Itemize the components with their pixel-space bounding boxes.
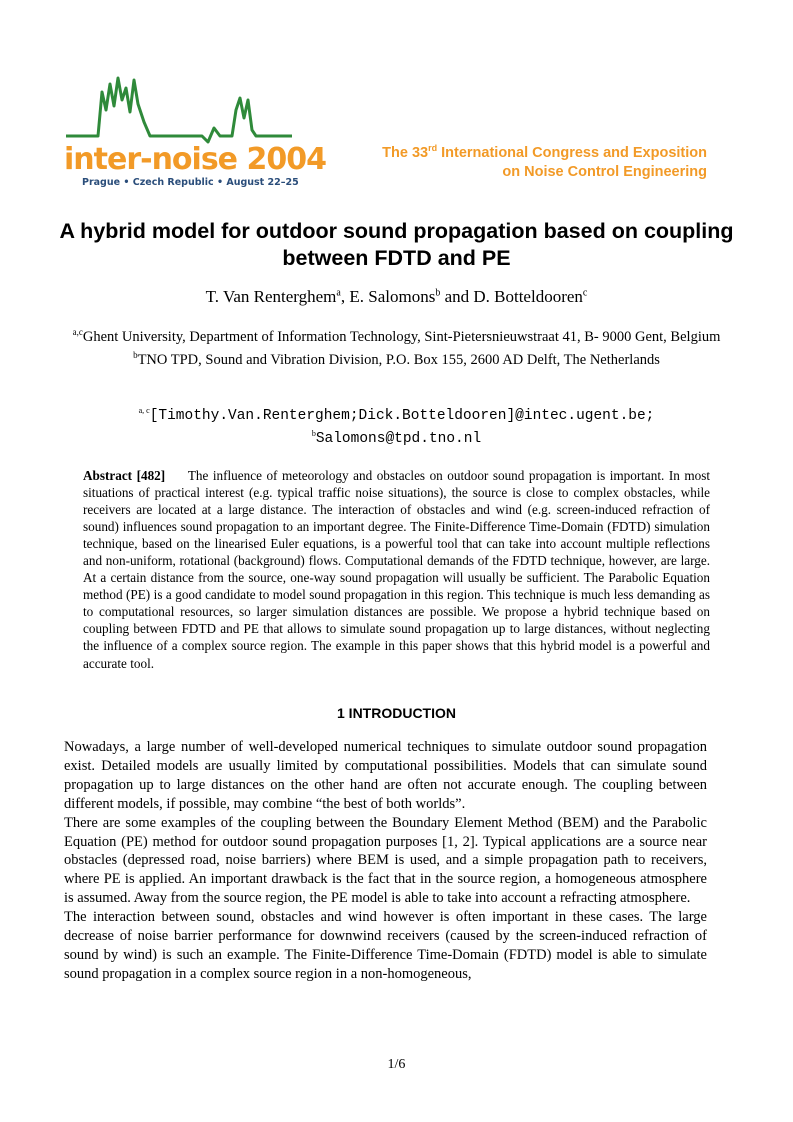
- affiliation-text: TNO TPD, Sound and Vibration Division, P.O. Box 155, 2600 AD Delft, The Netherlands: [137, 351, 660, 368]
- affiliation-item: [40, 323, 753, 346]
- email-text: Salomons@tpd.tno.nl: [315, 430, 482, 447]
- email-text: [Timothy.Van.Renterghem;Dick.Botteldooren]@intec.ugent.be;: [149, 407, 655, 424]
- paper-title: A hybrid model for outdoor sound propagation based on coupling between FDTD and PE: [59, 219, 734, 270]
- author-affiliation-mark: a: [336, 287, 341, 299]
- body-paragraph: Nowadays, a large number of well-developed numerical techniques to simulate outdoor sound propagation exist. Detailed models are usually limited by computational possibilities. Models that can simulate sound propagation up to large distances on the other hand are often not accurate enough. The coupling between different models, if possible, may combine “the best of both worlds”.: [64, 739, 707, 812]
- author-name: E. Salomons: [349, 287, 436, 306]
- abstract: [83, 467, 710, 672]
- skyline-icon: [60, 70, 300, 150]
- affiliation-mark: b: [133, 349, 138, 360]
- author-emails: [40, 402, 753, 448]
- logo-wordmark: inter-noise 2004: [64, 142, 326, 177]
- email-mark: b: [311, 428, 316, 438]
- email-mark: a, c: [138, 406, 150, 415]
- author-name: T. Van Renterghem: [205, 287, 337, 306]
- author-separator: ,: [340, 287, 350, 306]
- body-paragraph: There are some examples of the coupling between the Boundary Element Method (BEM) and the Parabolic Equation (PE) method for outdoor sound propagation purposes [1, 2]. Typical applications are a source near obstacles (depressed road, noise barriers) where BEM is used, and a simple propagation path to receivers, where PE is applied. An important drawback is the fact that in the source region, a homogeneous atmosphere is assumed. Away from the source region, the PE model is able to take into account a refracting atmosphere.: [64, 814, 707, 907]
- author-affiliation-mark: c: [582, 287, 588, 299]
- conference-line-2: on Noise Control Engineering: [502, 163, 707, 180]
- affiliation-mark: a,c: [72, 327, 83, 337]
- email-line: [40, 402, 753, 425]
- body-text: [64, 738, 707, 984]
- conference-ordinal-suffix: rd: [428, 143, 438, 153]
- author-affiliation-mark: b: [435, 287, 441, 299]
- conference-logo: [60, 70, 326, 195]
- conference-line-1: [382, 139, 707, 163]
- conference-name: [382, 139, 707, 182]
- author-separator: and: [440, 287, 474, 306]
- conference-line-1-text: International Congress and Exposition: [437, 144, 707, 161]
- page-number: 1/6: [387, 1057, 406, 1072]
- author-list: [40, 287, 753, 307]
- email-line: [40, 425, 753, 448]
- author-name: D. Botteldooren: [473, 287, 583, 306]
- affiliation-item: [40, 346, 753, 369]
- affiliation-text: Ghent University, Department of Information Technology, Sint-Pietersnieuwstraat 41, B- 9000 Gent, Belgium: [82, 328, 721, 345]
- abstract-label: Abstract [482]: [83, 468, 166, 483]
- conference-ordinal: The 33: [382, 144, 429, 161]
- affiliations: [40, 323, 753, 369]
- logo-subtitle: Prague • Czech Republic • August 22–25: [82, 177, 299, 188]
- section-heading: 1 INTRODUCTION: [337, 705, 456, 721]
- abstract-text: The influence of meteorology and obstacles on outdoor sound propagation is important. In most situations of practical interest (e.g. typical traffic noise situations), the source is close to complex obstacles, while receivers are located at a large distance. The interaction of obstacles and wind (e.g. screen-induced refraction of sound) influences sound propagation to an important degree. The Finite-Difference Time-Domain (FDTD) simulation technique, based on the linearised Euler equations, is a powerful tool that can take into account multiple reflections and non-uniform, rotational (background) flows. Computational demands of the FDTD technique, however, are large. At a certain distance from the source, one-way sound propagation will usually be sufficient. The Parabolic Equation method (PE) is a good candidate to model sound propagation in this region. This technique is much less demanding as to computational resources, so larger simulation distances are possible. We propose a hybrid technique based on coupling between FDTD and PE that allows to simulate sound propagation up to large distances, without neglecting the influence of a complex source region. The example in this paper shows that this hybrid model is a powerful and accurate tool.: [83, 468, 711, 671]
- body-paragraph: The interaction between sound, obstacles and wind however is often important in these cases. The large decrease of noise barrier performance for downwind receivers (caused by the screen-induced refraction of sound by wind) is such an example. The Finite-Difference Time-Domain (FDTD) model is able to simulate sound propagation in a complex source region in a non-homogeneous,: [64, 909, 707, 982]
